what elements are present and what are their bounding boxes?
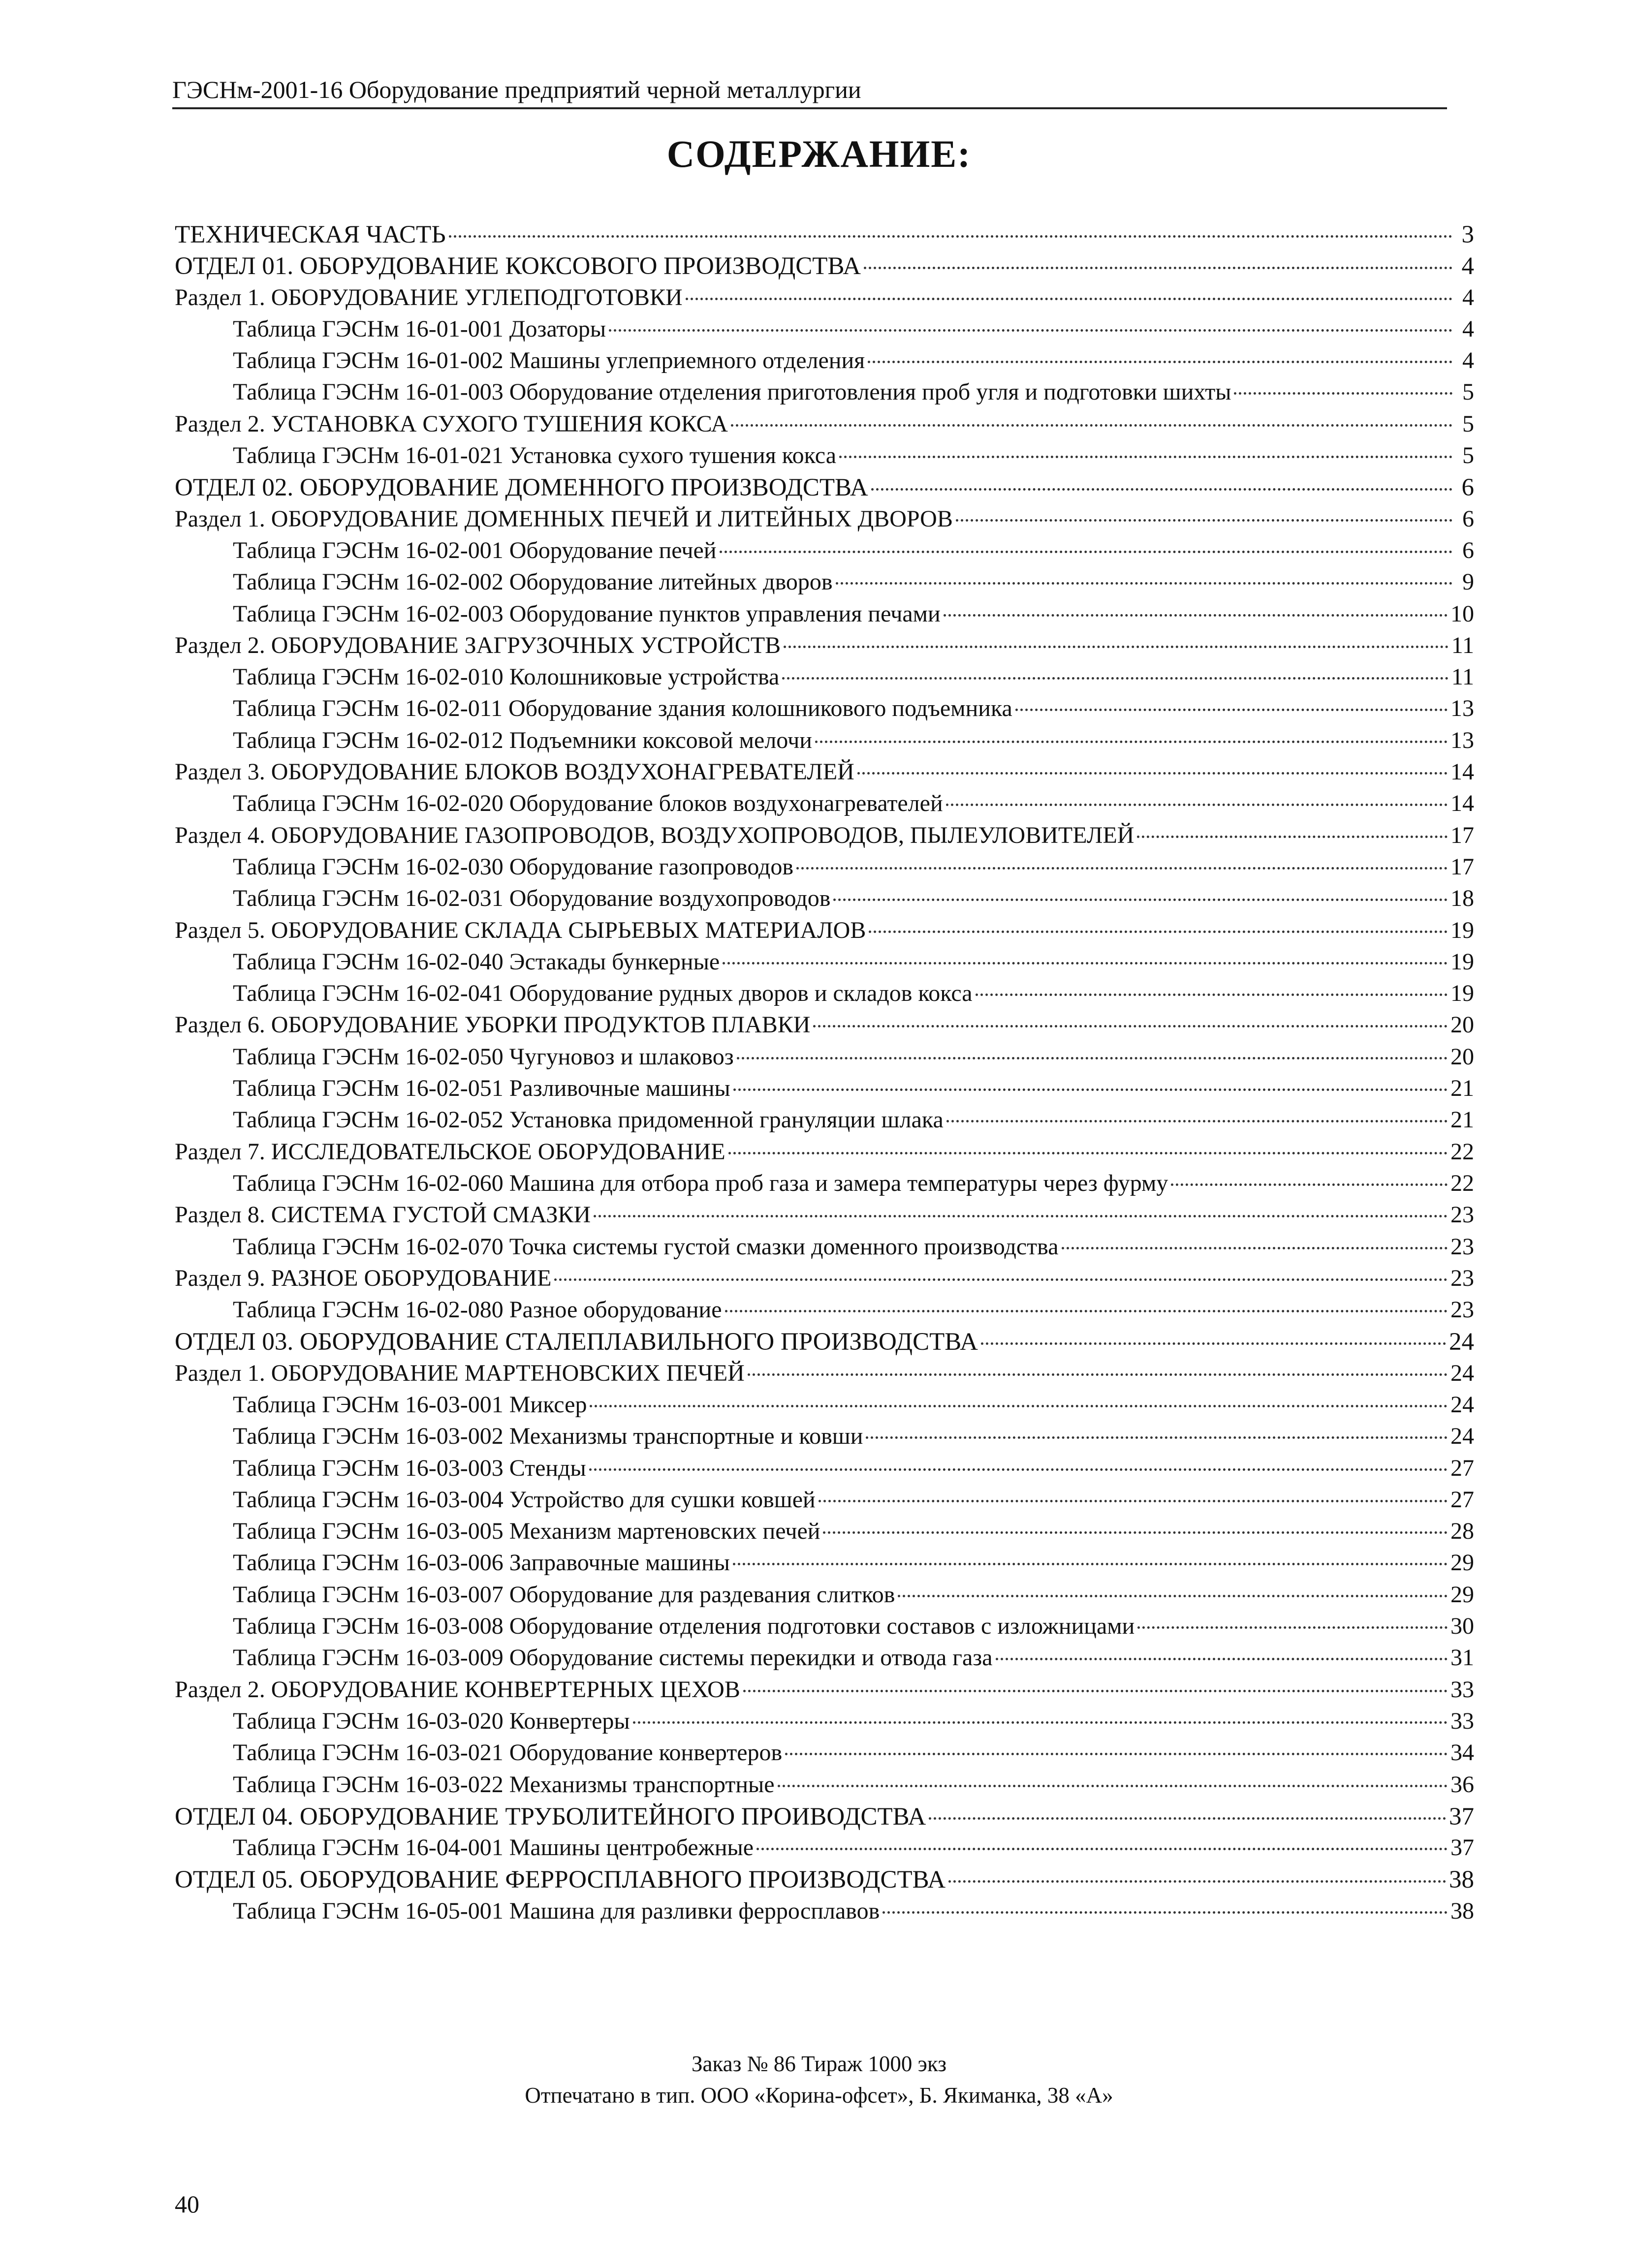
toc-entry-page: 23: [1450, 1233, 1474, 1260]
toc-entry-page: 36: [1450, 1771, 1474, 1798]
printer-line: Отпечатано в тип. ООО «Корина-офсет», Б. Якиманка, 38 «А»: [525, 2083, 1113, 2108]
toc-entry-page: 4: [1462, 347, 1474, 374]
toc-entry: [175, 600, 1474, 632]
toc-entry-title: Раздел 1. ОБОРУДОВАНИЕ МАРТЕНОВСКИХ ПЕЧЕЙ: [175, 1360, 745, 1386]
toc-entry-page: 24: [1450, 1423, 1474, 1450]
dot-leader: [785, 1753, 1448, 1755]
toc-entry-title: Таблица ГЭСНм 16-02-030 Оборудование газопроводов: [233, 853, 794, 880]
toc-entry: [175, 1486, 1474, 1518]
dot-leader: [782, 677, 1448, 680]
toc-entry-title: ОТДЕЛ 04. ОБОРУДОВАНИЕ ТРУБОЛИТЕЙНОГО ПРОИВОДСТВА: [175, 1802, 926, 1831]
toc-entry-title: Таблица ГЭСНм 16-03-006 Заправочные машины: [233, 1550, 730, 1576]
toc-entry-title: Раздел 6. ОБОРУДОВАНИЕ УБОРКИ ПРОДУКТОВ ПЛАВКИ: [175, 1012, 811, 1038]
toc-entry-title: ОТДЕЛ 02. ОБОРУДОВАНИЕ ДОМЕННОГО ПРОИЗВОДСТВА: [175, 474, 868, 502]
dot-leader: [589, 1468, 1448, 1471]
toc-entry-page: 23: [1450, 1202, 1474, 1228]
toc-entry-page: 17: [1450, 822, 1474, 848]
toc-entry-title: Таблица ГЭСНм 16-02-040 Эстакады бункерные: [233, 948, 720, 975]
toc-entry-page: 24: [1450, 1391, 1474, 1418]
toc-entry: [175, 1201, 1474, 1233]
toc-entry-page: 11: [1451, 632, 1474, 658]
toc-entry: [175, 980, 1474, 1011]
dot-leader: [946, 804, 1448, 806]
toc-entry: [175, 1043, 1474, 1075]
toc-entry-page: 38: [1449, 1866, 1474, 1894]
toc-entry-title: Таблица ГЭСНм 16-03-022 Механизмы транспортные: [233, 1771, 775, 1798]
toc-entry-page: 6: [1461, 474, 1474, 502]
dot-leader: [946, 1120, 1448, 1122]
toc-entry: [175, 1233, 1474, 1265]
toc-entry-page: 4: [1461, 252, 1474, 280]
toc-entry: [175, 505, 1474, 537]
dot-leader: [956, 519, 1452, 522]
toc-entry: [175, 347, 1474, 378]
toc-entry: [175, 1423, 1474, 1454]
dot-leader: [1062, 1247, 1448, 1249]
toc-entry: [175, 885, 1474, 916]
toc-entry-title: Таблица ГЭСНм 16-03-007 Оборудование для раздевания слитков: [233, 1581, 895, 1608]
toc-entry-page: 19: [1450, 980, 1474, 1007]
dot-leader: [784, 646, 1449, 648]
dot-leader: [733, 1088, 1448, 1091]
toc-entry: [175, 1644, 1474, 1676]
dot-leader: [609, 329, 1452, 332]
toc-entry-page: 11: [1451, 664, 1474, 690]
toc-entry-page: 6: [1462, 505, 1474, 532]
toc-entry: [175, 252, 1474, 283]
toc-entry: [175, 758, 1474, 790]
toc-entry-title: Таблица ГЭСНм 16-02-050 Чугуновоз и шлаковоз: [233, 1043, 734, 1070]
toc-entry-title: ТЕХНИЧЕСКАЯ ЧАСТЬ: [175, 221, 446, 249]
toc-entry: [175, 1802, 1474, 1834]
toc-entry-title: Таблица ГЭСНм 16-02-002 Оборудование литейных дворов: [233, 569, 833, 595]
toc-entry-page: 33: [1450, 1708, 1474, 1734]
toc-entry-title: Таблица ГЭСНм 16-02-052 Установка придоменной грануляции шлака: [233, 1107, 944, 1133]
toc-entry-page: 38: [1450, 1897, 1474, 1924]
dot-leader: [554, 1278, 1448, 1281]
toc-entry-page: 23: [1450, 1265, 1474, 1291]
toc-entry: [175, 1518, 1474, 1549]
toc-entry: [175, 1138, 1474, 1170]
toc-entry-title: Таблица ГЭСНм 16-02-080 Разное оборудование: [233, 1297, 722, 1323]
dot-leader: [882, 1911, 1448, 1914]
toc-entry-title: Таблица ГЭСНм 16-03-005 Механизм мартеновских печей: [233, 1518, 820, 1545]
toc-entry-page: 28: [1450, 1518, 1474, 1545]
toc-entry: [175, 822, 1474, 853]
toc-entry: [175, 1708, 1474, 1739]
toc-entry-page: 31: [1450, 1645, 1474, 1671]
toc-entry-title: Таблица ГЭСНм 16-03-003 Стенды: [233, 1455, 586, 1481]
toc-entry: [175, 1265, 1474, 1296]
toc-entry: [175, 1897, 1474, 1929]
dot-leader: [864, 267, 1452, 269]
dot-leader: [778, 1785, 1448, 1787]
dot-leader: [819, 1500, 1448, 1502]
toc-entry: [175, 917, 1474, 948]
dot-leader: [686, 298, 1452, 300]
dot-leader: [728, 1152, 1448, 1154]
toc-entry-title: Таблица ГЭСНм 16-02-041 Оборудование рудных дворов и складов кокса: [233, 980, 973, 1007]
toc-entry: [175, 727, 1474, 758]
toc-entry-page: 14: [1450, 759, 1474, 785]
toc-entry: [175, 1106, 1474, 1138]
dot-leader: [449, 235, 1452, 238]
toc-entry-page: 13: [1450, 727, 1474, 753]
toc-entry-page: 4: [1462, 315, 1474, 342]
dot-leader: [871, 488, 1452, 491]
dot-leader: [823, 1531, 1448, 1534]
toc-entry: [175, 1613, 1474, 1644]
toc-entry-title: Раздел 7. ИССЛЕДОВАТЕЛЬСКОЕ ОБОРУДОВАНИЕ: [175, 1138, 725, 1165]
page-number: 40: [175, 2190, 199, 2218]
toc-entry-page: 5: [1462, 442, 1474, 469]
toc-entry-page: 3: [1461, 221, 1474, 249]
dot-leader: [731, 424, 1452, 427]
dot-leader: [720, 551, 1452, 553]
toc-entry: [175, 1170, 1474, 1201]
toc-entry-page: 14: [1450, 790, 1474, 817]
toc-entry-page: 24: [1449, 1328, 1474, 1356]
toc-entry-page: 17: [1450, 853, 1474, 880]
toc-entry-page: 24: [1450, 1360, 1474, 1386]
toc-entry-page: 37: [1450, 1834, 1474, 1861]
running-header: ГЭСНм-2001-16 Оборудование предприятий черной металлургии: [172, 74, 1447, 109]
imprint-footer: [0, 2048, 1638, 2111]
toc-entry-page: 21: [1450, 1075, 1474, 1102]
dot-leader: [944, 614, 1448, 617]
toc-entry-title: Таблица ГЭСНм 16-01-001 Дозаторы: [233, 315, 606, 342]
toc-entry: [175, 1391, 1474, 1423]
toc-entry: [175, 537, 1474, 568]
toc-entry-page: 29: [1450, 1550, 1474, 1576]
dot-leader: [948, 1880, 1446, 1883]
toc-entry-title: Раздел 5. ОБОРУДОВАНИЕ СКЛАДА СЫРЬЕВЫХ МАТЕРИАЛОВ: [175, 917, 866, 943]
toc-entry-title: Раздел 1. ОБОРУДОВАНИЕ УГЛЕПОДГОТОВКИ: [175, 284, 683, 311]
toc-entry-title: Таблица ГЭСНм 16-02-070 Точка системы густой смазки доменного производства: [233, 1233, 1059, 1260]
toc-entry-title: Раздел 2. ОБОРУДОВАНИЕ ЗАГРУЗОЧНЫХ УСТРОЙСТВ: [175, 632, 781, 658]
toc-entry-title: Таблица ГЭСНм 16-01-003 Оборудование отделения приготовления проб угля и подготовки шихты: [233, 379, 1231, 405]
dot-leader: [839, 456, 1452, 458]
toc-entry: [175, 1739, 1474, 1771]
toc-entry-page: 23: [1450, 1297, 1474, 1323]
toc-entry-title: Раздел 2. ОБОРУДОВАНИЕ КОНВЕРТЕРНЫХ ЦЕХОВ: [175, 1676, 740, 1703]
toc-entry-page: 10: [1450, 600, 1474, 627]
dot-leader: [723, 962, 1448, 964]
dot-leader: [633, 1721, 1448, 1724]
toc-entry: [175, 220, 1474, 252]
toc-entry-page: 34: [1450, 1740, 1474, 1766]
table-of-contents: [175, 220, 1474, 1929]
toc-entry-title: Таблица ГЭСНм 16-04-001 Машины центробежные: [233, 1834, 754, 1861]
toc-entry-title: Раздел 4. ОБОРУДОВАНИЕ ГАЗОПРОВОДОВ, ВОЗДУХОПРОВОДОВ, ПЫЛЕУЛОВИТЕЛЕЙ: [175, 822, 1134, 848]
toc-entry-title: Таблица ГЭСНм 16-03-009 Оборудование системы перекидки и отвода газа: [233, 1645, 993, 1671]
toc-entry-title: Таблица ГЭСНм 16-02-011 Оборудование здания колошникового подъемника: [233, 695, 1012, 722]
toc-entry-page: 4: [1462, 284, 1474, 311]
toc-entry: [175, 473, 1474, 505]
toc-entry-page: 5: [1462, 410, 1474, 437]
toc-entry-title: Таблица ГЭСНм 16-03-004 Устройство для сушки ковшей: [233, 1486, 816, 1513]
toc-entry: [175, 790, 1474, 821]
toc-entry-title: Таблица ГЭСНм 16-02-010 Колошниковые устройства: [233, 664, 780, 690]
toc-entry: [175, 1360, 1474, 1391]
toc-entry: [175, 663, 1474, 695]
toc-entry: [175, 632, 1474, 663]
dot-leader: [813, 1025, 1448, 1027]
toc-entry: [175, 378, 1474, 410]
dot-leader: [898, 1595, 1448, 1597]
toc-entry: [175, 948, 1474, 980]
dot-leader: [796, 867, 1448, 870]
toc-entry-title: Таблица ГЭСНм 16-03-008 Оборудование отделения подготовки составов с изложницами: [233, 1613, 1135, 1640]
dot-leader: [981, 1342, 1446, 1345]
toc-entry-page: 22: [1450, 1170, 1474, 1196]
toc-entry-page: 9: [1462, 569, 1474, 595]
toc-entry-page: 19: [1450, 917, 1474, 943]
toc-entry-title: Таблица ГЭСНм 16-05-001 Машина для разливки ферросплавов: [233, 1897, 880, 1924]
toc-entry-page: 37: [1449, 1802, 1474, 1831]
dot-leader: [737, 1057, 1448, 1059]
toc-entry: [175, 1296, 1474, 1328]
toc-entry-page: 29: [1450, 1581, 1474, 1608]
toc-entry-page: 22: [1450, 1138, 1474, 1165]
toc-entry-page: 18: [1450, 885, 1474, 912]
toc-entry-title: Таблица ГЭСНм 16-02-003 Оборудование пунктов управления печами: [233, 600, 941, 627]
order-line: Заказ № 86 Тираж 1000 экз: [691, 2051, 946, 2076]
toc-entry: [175, 284, 1474, 315]
dot-leader: [1137, 1626, 1448, 1629]
toc-entry: [175, 1676, 1474, 1708]
toc-entry-title: Таблица ГЭСНм 16-01-002 Машины углеприемного отделения: [233, 347, 865, 374]
toc-entry-page: 30: [1450, 1613, 1474, 1640]
toc-entry-title: Раздел 9. РАЗНОЕ ОБОРУДОВАНИЕ: [175, 1265, 552, 1291]
dot-leader: [833, 899, 1448, 901]
toc-entry: [175, 1834, 1474, 1865]
toc-entry-page: 27: [1450, 1455, 1474, 1481]
dot-leader: [725, 1310, 1448, 1312]
toc-entry-title: Таблица ГЭСНм 16-02-012 Подъемники коксовой мелочи: [233, 727, 812, 753]
toc-entry: [175, 853, 1474, 885]
toc-entry: [175, 410, 1474, 442]
toc-entry-title: Таблица ГЭСНм 16-02-020 Оборудование блоков воздухонагревателей: [233, 790, 943, 817]
toc-entry-title: Раздел 8. СИСТЕМА ГУСТОЙ СМАЗКИ: [175, 1202, 591, 1228]
toc-entry: [175, 1581, 1474, 1613]
toc-entry-page: 20: [1450, 1043, 1474, 1070]
dot-leader: [1015, 709, 1448, 711]
dot-leader: [836, 582, 1452, 585]
toc-entry-page: 27: [1450, 1486, 1474, 1513]
toc-entry: [175, 1865, 1474, 1897]
toc-entry-page: 19: [1450, 948, 1474, 975]
toc-entry: [175, 1328, 1474, 1359]
dot-leader: [1137, 836, 1448, 838]
dot-leader: [857, 772, 1448, 775]
toc-entry-title: Таблица ГЭСНм 16-02-001 Оборудование печей: [233, 537, 717, 563]
dot-leader: [590, 1405, 1448, 1407]
toc-entry: [175, 442, 1474, 473]
toc-entry-title: Таблица ГЭСНм 16-03-021 Оборудование конвертеров: [233, 1740, 783, 1766]
toc-entry-title: ОТДЕЛ 01. ОБОРУДОВАНИЕ КОКСОВОГО ПРОИЗВОДСТВА: [175, 252, 861, 280]
toc-entry-page: 13: [1450, 695, 1474, 722]
dot-leader: [743, 1690, 1448, 1692]
toc-entry-page: 5: [1462, 379, 1474, 405]
toc-entry: [175, 315, 1474, 347]
dot-leader: [869, 931, 1448, 933]
dot-leader: [756, 1848, 1448, 1850]
toc-entry: [175, 1455, 1474, 1486]
toc-entry-page: 20: [1450, 1012, 1474, 1038]
toc-entry-title: Таблица ГЭСНм 16-03-020 Конвертеры: [233, 1708, 630, 1734]
toc-entry-page: 21: [1450, 1107, 1474, 1133]
toc-entry-page: 6: [1462, 537, 1474, 563]
toc-entry: [175, 1011, 1474, 1043]
toc-entry-title: Таблица ГЭСНм 16-02-060 Машина для отбора проб газа и замера температуры через фурму: [233, 1170, 1168, 1196]
toc-entry-title: ОТДЕЛ 05. ОБОРУДОВАНИЕ ФЕРРОСПЛАВНОГО ПРОИЗВОДСТВА: [175, 1866, 946, 1894]
page-title: СОДЕРЖАНИЕ:: [666, 132, 972, 175]
dot-leader: [815, 741, 1448, 743]
toc-entry-title: Таблица ГЭСНм 16-03-002 Механизмы транспортные и ковши: [233, 1423, 863, 1450]
dot-leader: [1234, 392, 1452, 395]
toc-entry: [175, 1549, 1474, 1581]
dot-leader: [1171, 1183, 1448, 1186]
toc-entry: [175, 695, 1474, 726]
dot-leader: [976, 994, 1448, 996]
dot-leader: [733, 1563, 1448, 1565]
toc-entry: [175, 1075, 1474, 1106]
toc-entry-title: Таблица ГЭСНм 16-01-021 Установка сухого тушения кокса: [233, 442, 836, 469]
toc-entry-title: ОТДЕЛ 03. ОБОРУДОВАНИЕ СТАЛЕПЛАВИЛЬНОГО ПРОИЗВОДСТВА: [175, 1328, 978, 1356]
toc-entry-title: Таблица ГЭСНм 16-02-051 Разливочные машины: [233, 1075, 730, 1102]
toc-entry-title: Раздел 3. ОБОРУДОВАНИЕ БЛОКОВ ВОЗДУХОНАГРЕВАТЕЛЕЙ: [175, 759, 854, 785]
toc-entry: [175, 568, 1474, 600]
toc-entry-title: Раздел 2. УСТАНОВКА СУХОГО ТУШЕНИЯ КОКСА: [175, 410, 728, 437]
dot-leader: [748, 1373, 1448, 1376]
dot-leader: [866, 1436, 1448, 1439]
toc-entry-title: Раздел 1. ОБОРУДОВАНИЕ ДОМЕННЫХ ПЕЧЕЙ И ЛИТЕЙНЫХ ДВОРОВ: [175, 505, 953, 532]
dot-leader: [929, 1817, 1446, 1820]
dot-leader: [594, 1215, 1448, 1217]
toc-entry-title: Таблица ГЭСНм 16-03-001 Миксер: [233, 1391, 587, 1418]
toc-entry: [175, 1771, 1474, 1802]
dot-leader: [868, 361, 1452, 363]
toc-entry-page: 33: [1450, 1676, 1474, 1703]
dot-leader: [996, 1658, 1448, 1660]
toc-entry-title: Таблица ГЭСНм 16-02-031 Оборудование воздухопроводов: [233, 885, 831, 912]
